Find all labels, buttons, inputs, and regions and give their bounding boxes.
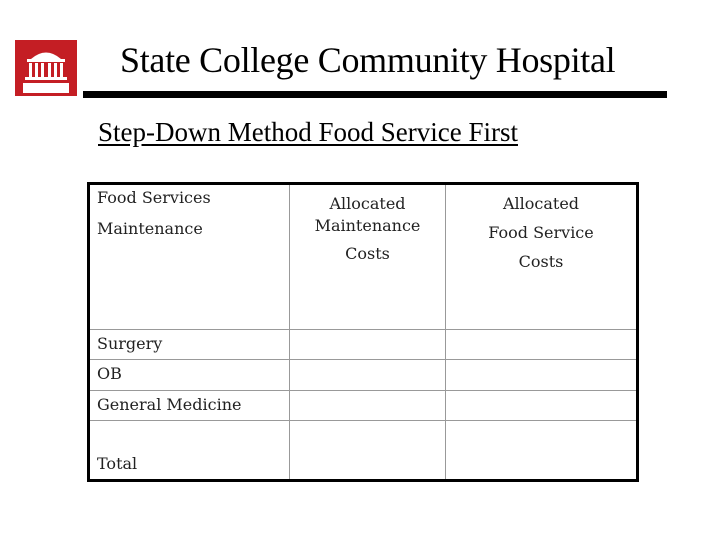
col-header-allocated-maintenance	[290, 184, 446, 330]
row-label-ob: OB	[97, 364, 122, 383]
table-cell	[290, 421, 446, 481]
row-label-general-medicine: General Medicine	[97, 395, 242, 414]
table-cell	[446, 421, 638, 481]
col-header-line: Maintenance	[314, 216, 421, 235]
dome-icon	[15, 40, 77, 96]
col-header-line: Food Service	[488, 223, 594, 242]
slide-title: State College Community Hospital	[120, 40, 616, 80]
col-header-line: Allocated	[329, 194, 406, 213]
table-cell	[446, 391, 638, 421]
table-cell	[290, 330, 446, 360]
table-row-surgery	[89, 330, 290, 360]
col-header-line: Costs	[345, 244, 390, 263]
mit-sloan-logo	[15, 40, 77, 96]
header-row-label-cell	[89, 184, 290, 330]
table-row-total	[89, 421, 290, 481]
slide-subtitle: Step-Down Method Food Service First	[98, 117, 518, 147]
row-label-total: Total	[97, 454, 138, 473]
col-header-line: Allocated	[502, 194, 580, 213]
table-row-general-medicine	[89, 391, 290, 421]
table-cell	[446, 360, 638, 391]
col-header-line: Costs	[518, 252, 564, 271]
row-label-food-services: Food Services	[97, 188, 211, 207]
row-label-surgery: Surgery	[97, 334, 163, 353]
table-cell	[446, 330, 638, 360]
table-cell	[290, 360, 446, 391]
title-divider	[83, 91, 667, 98]
table-row-ob	[89, 360, 290, 391]
table-cell	[290, 391, 446, 421]
step-down-table	[87, 182, 639, 482]
row-label-maintenance: Maintenance	[97, 219, 203, 238]
col-header-allocated-food-service	[446, 184, 638, 330]
